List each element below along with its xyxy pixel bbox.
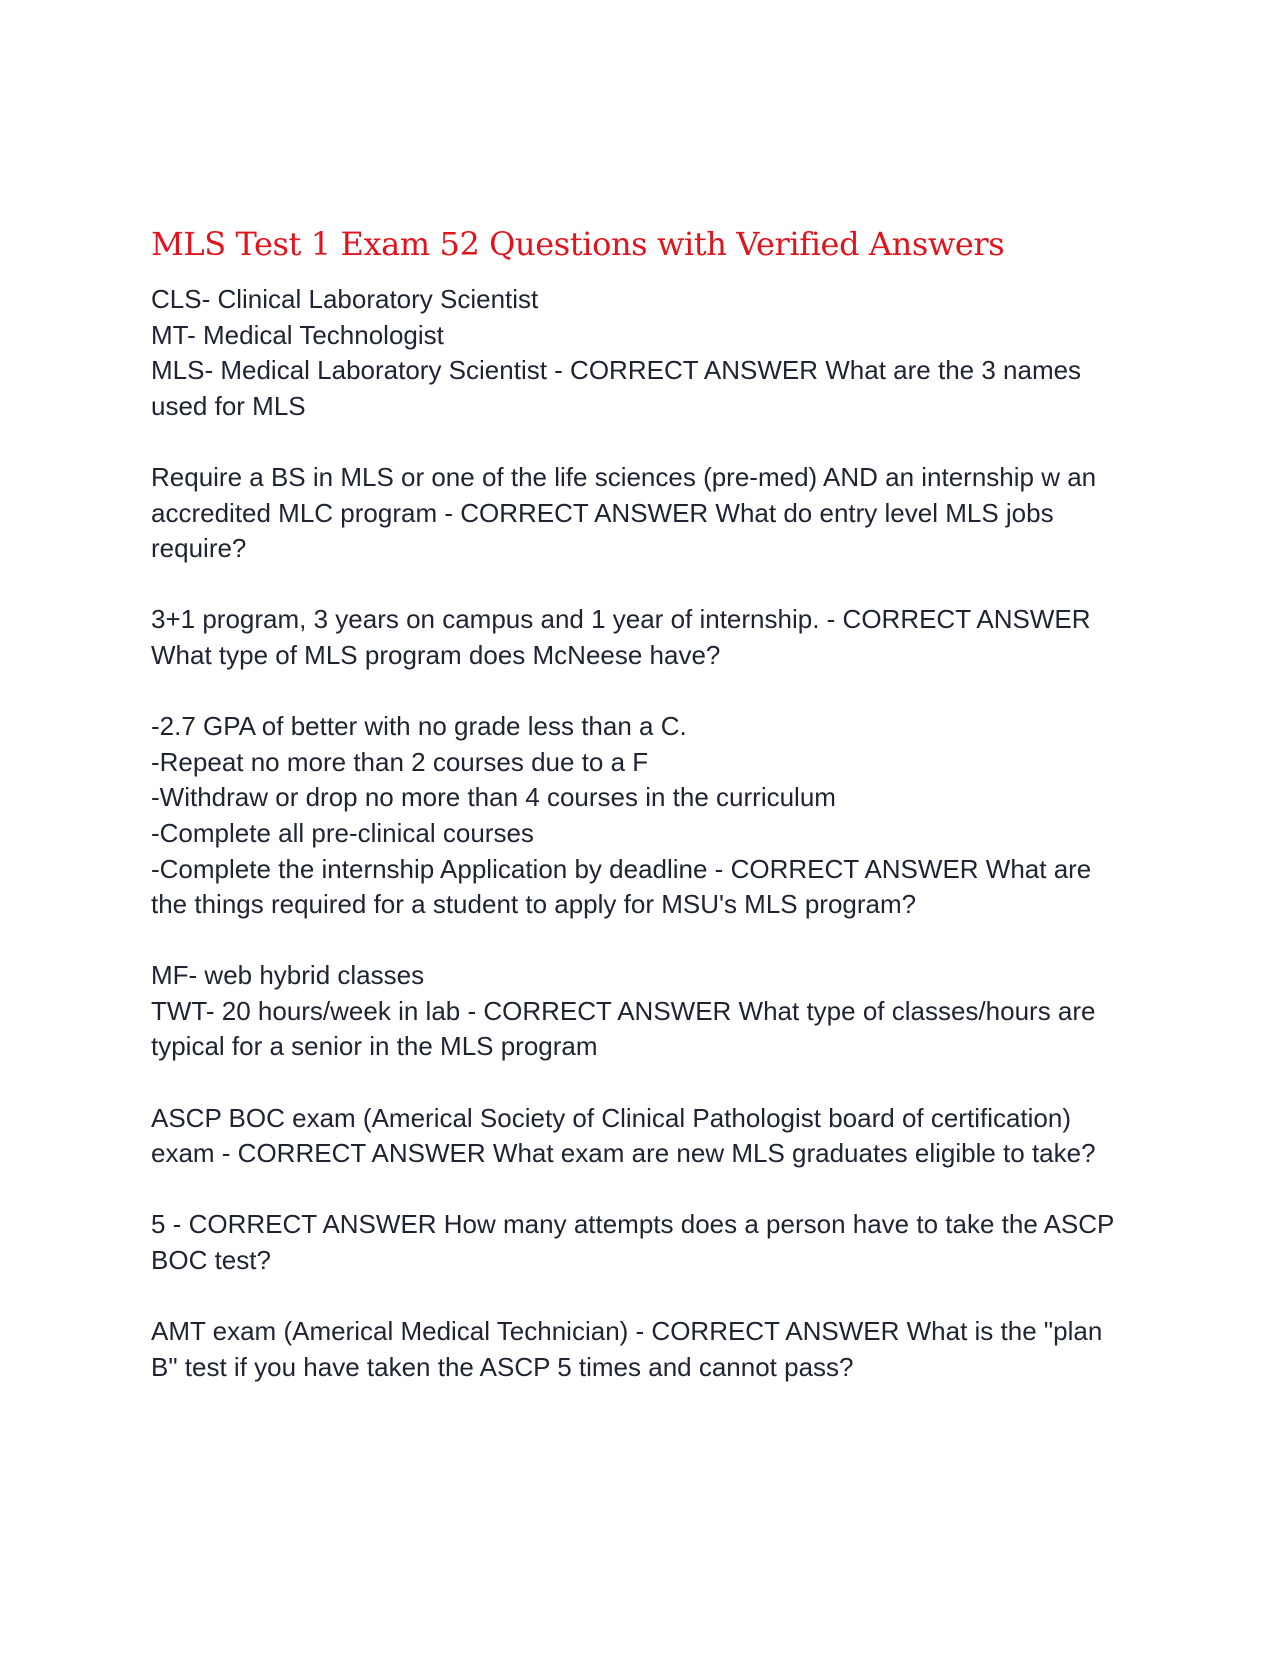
qa-line: the things required for a student to apply for MSU's MLS program? <box>151 889 917 920</box>
document-title: MLS Test 1 Exam 52 Questions with Verified Answers <box>151 225 1005 263</box>
qa-line: -Withdraw or drop no more than 4 courses in the curriculum <box>151 782 836 813</box>
qa-line: MF- web hybrid classes <box>151 960 425 991</box>
qa-line: B" test if you have taken the ASCP 5 times and cannot pass? <box>151 1351 854 1382</box>
qa-line: AMT exam (Americal Medical Technician) - CORRECT ANSWER What is the "plan <box>151 1316 1103 1347</box>
qa-entry-1 <box>151 282 1131 424</box>
qa-entry-6 <box>151 1101 1131 1172</box>
qa-line: 5 - CORRECT ANSWER How many attempts does a person have to take the ASCP <box>151 1209 1115 1240</box>
qa-line: TWT- 20 hours/week in lab - CORRECT ANSWER What type of classes/hours are <box>151 995 1096 1026</box>
qa-line: 3+1 program, 3 years on campus and 1 year of internship. - CORRECT ANSWER <box>151 604 1091 635</box>
qa-entry-8 <box>151 1314 1131 1385</box>
qa-entry-7 <box>151 1207 1131 1278</box>
qa-line: accredited MLC program - CORRECT ANSWER What do entry level MLS jobs <box>151 497 1054 528</box>
qa-entry-4 <box>151 709 1131 923</box>
qa-line: BOC test? <box>151 1245 271 1276</box>
qa-line: What type of MLS program does McNeese have? <box>151 639 721 670</box>
qa-line: -Repeat no more than 2 courses due to a F <box>151 746 649 777</box>
qa-line: Require a BS in MLS or one of the life sciences (pre-med) AND an internship w an <box>151 461 1097 492</box>
qa-line: ASCP BOC exam (Americal Society of Clinical Pathologist board of certification) <box>151 1102 1072 1133</box>
qa-line: MLS- Medical Laboratory Scientist - CORRECT ANSWER What are the 3 names <box>151 355 1082 386</box>
qa-entry-2 <box>151 460 1131 567</box>
qa-line: typical for a senior in the MLS program <box>151 1031 598 1062</box>
qa-line: -Complete all pre-clinical courses <box>151 817 534 848</box>
qa-entry-5 <box>151 958 1131 1065</box>
qa-line: -2.7 GPA of better with no grade less than a C. <box>151 711 687 742</box>
qa-line: CLS- Clinical Laboratory Scientist <box>151 284 539 314</box>
qa-line: -Complete the internship Application by deadline - CORRECT ANSWER What are <box>151 853 1092 884</box>
qa-line: used for MLS <box>151 390 306 421</box>
qa-entry-3 <box>151 602 1131 673</box>
qa-line: exam - CORRECT ANSWER What exam are new MLS graduates eligible to take? <box>151 1138 1096 1169</box>
document-body <box>151 214 1131 1421</box>
qa-line: require? <box>151 533 247 564</box>
qa-line: MT- Medical Technologist <box>151 319 444 350</box>
